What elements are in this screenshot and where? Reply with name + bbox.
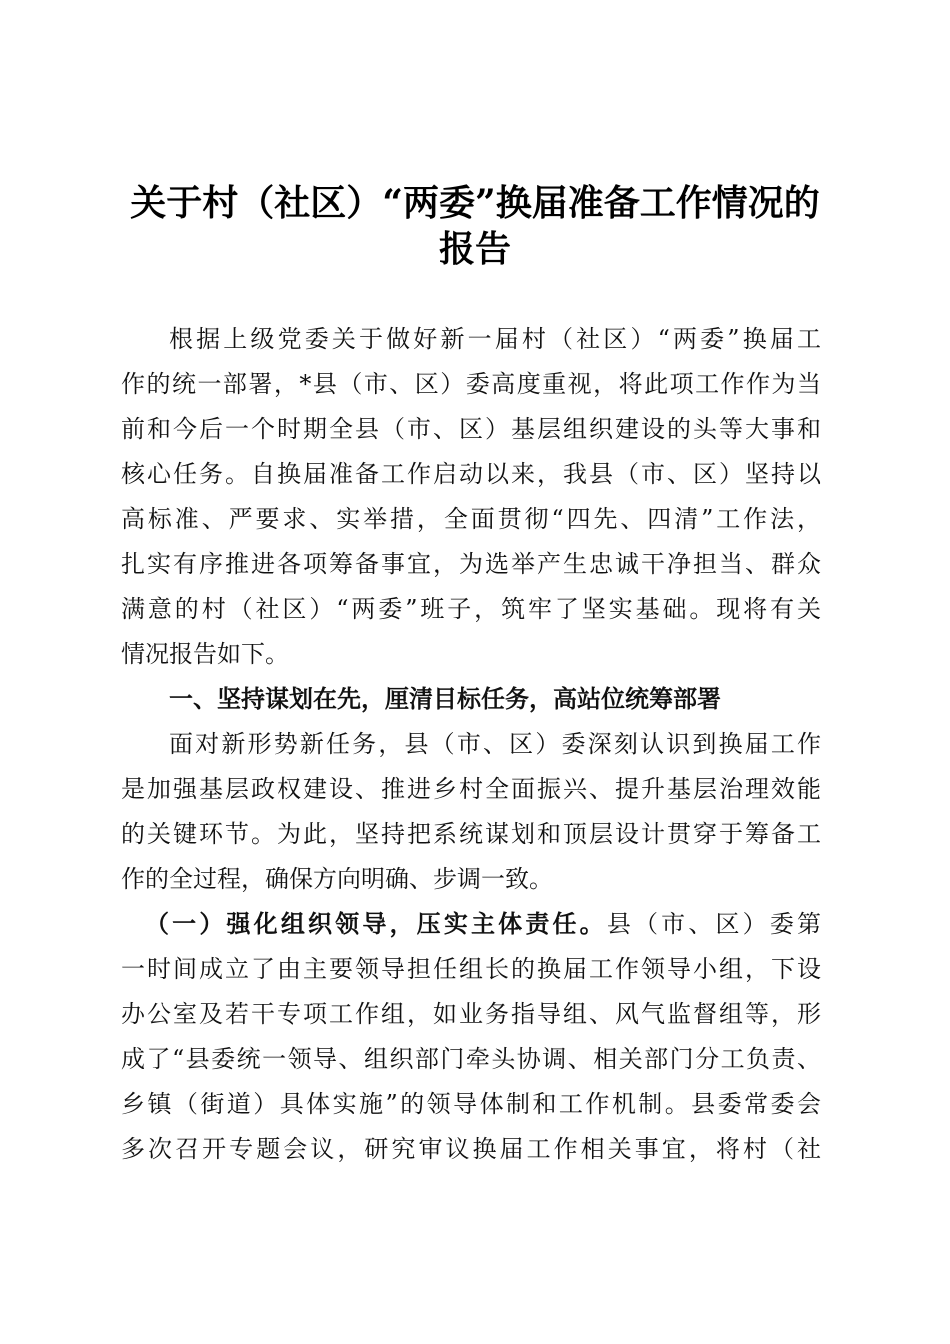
intro-line: 根据上级党委关于做好新一届村（社区）“两委”换届工 [169, 325, 821, 353]
subsection-1-lead: （一）强化组织领导，压实主体责任。 [145, 909, 607, 938]
section-1-heading: 一、坚持谋划在先，厘清目标任务，高站位统筹部署 [169, 685, 721, 713]
document-title-line-1: 关于村（社区）“两委”换届准备工作情况的 [130, 182, 820, 224]
intro-line: 核心任务。自换届准备工作启动以来，我县（市、区）坚持以 [121, 460, 821, 488]
intro-line: 扎实有序推进各项筹备事宜，为选举产生忠诚干净担当、群众 [121, 550, 821, 578]
section-1-line: 作的全过程，确保方向明确、步调一致。 [121, 865, 553, 893]
subsection-1-line: 多次召开专题会议，研究审议换届工作相关事宜，将村（社 [121, 1135, 821, 1163]
intro-line: 情况报告如下。 [121, 640, 289, 668]
subsection-1-line: 成了“县委统一领导、组织部门牵头协调、相关部门分工负责、 [121, 1045, 821, 1073]
section-1-line: 面对新形势新任务，县（市、区）委深刻认识到换届工作 [169, 730, 821, 758]
subsection-1-first-line [145, 909, 821, 939]
subsection-1-lead-rest: 县（市、区）委第 [606, 910, 822, 938]
intro-line: 前和今后一个时期全县（市、区）基层组织建设的头等大事和 [121, 415, 821, 443]
subsection-1-line: 乡镇（街道）具体实施”的领导体制和工作机制。县委常委会 [121, 1090, 821, 1118]
intro-line: 满意的村（社区）“两委”班子，筑牢了坚实基础。现将有关 [121, 595, 821, 623]
subsection-1-line: 一时间成立了由主要领导担任组长的换届工作领导小组，下设 [121, 955, 821, 983]
document-title-line-2: 报告 [438, 228, 511, 270]
intro-line: 高标准、严要求、实举措，全面贯彻“四先、四清”工作法， [121, 505, 821, 533]
section-1-line: 是加强基层政权建设、推进乡村全面振兴、提升基层治理效能 [121, 775, 821, 803]
intro-line: 作的统一部署，*县（市、区）委高度重视，将此项工作作为当 [121, 370, 821, 398]
subsection-1-line: 办公室及若干专项工作组，如业务指导组、风气监督组等，形 [121, 1000, 821, 1028]
section-1-line: 的关键环节。为此，坚持把系统谋划和顶层设计贯穿于筹备工 [121, 820, 821, 848]
